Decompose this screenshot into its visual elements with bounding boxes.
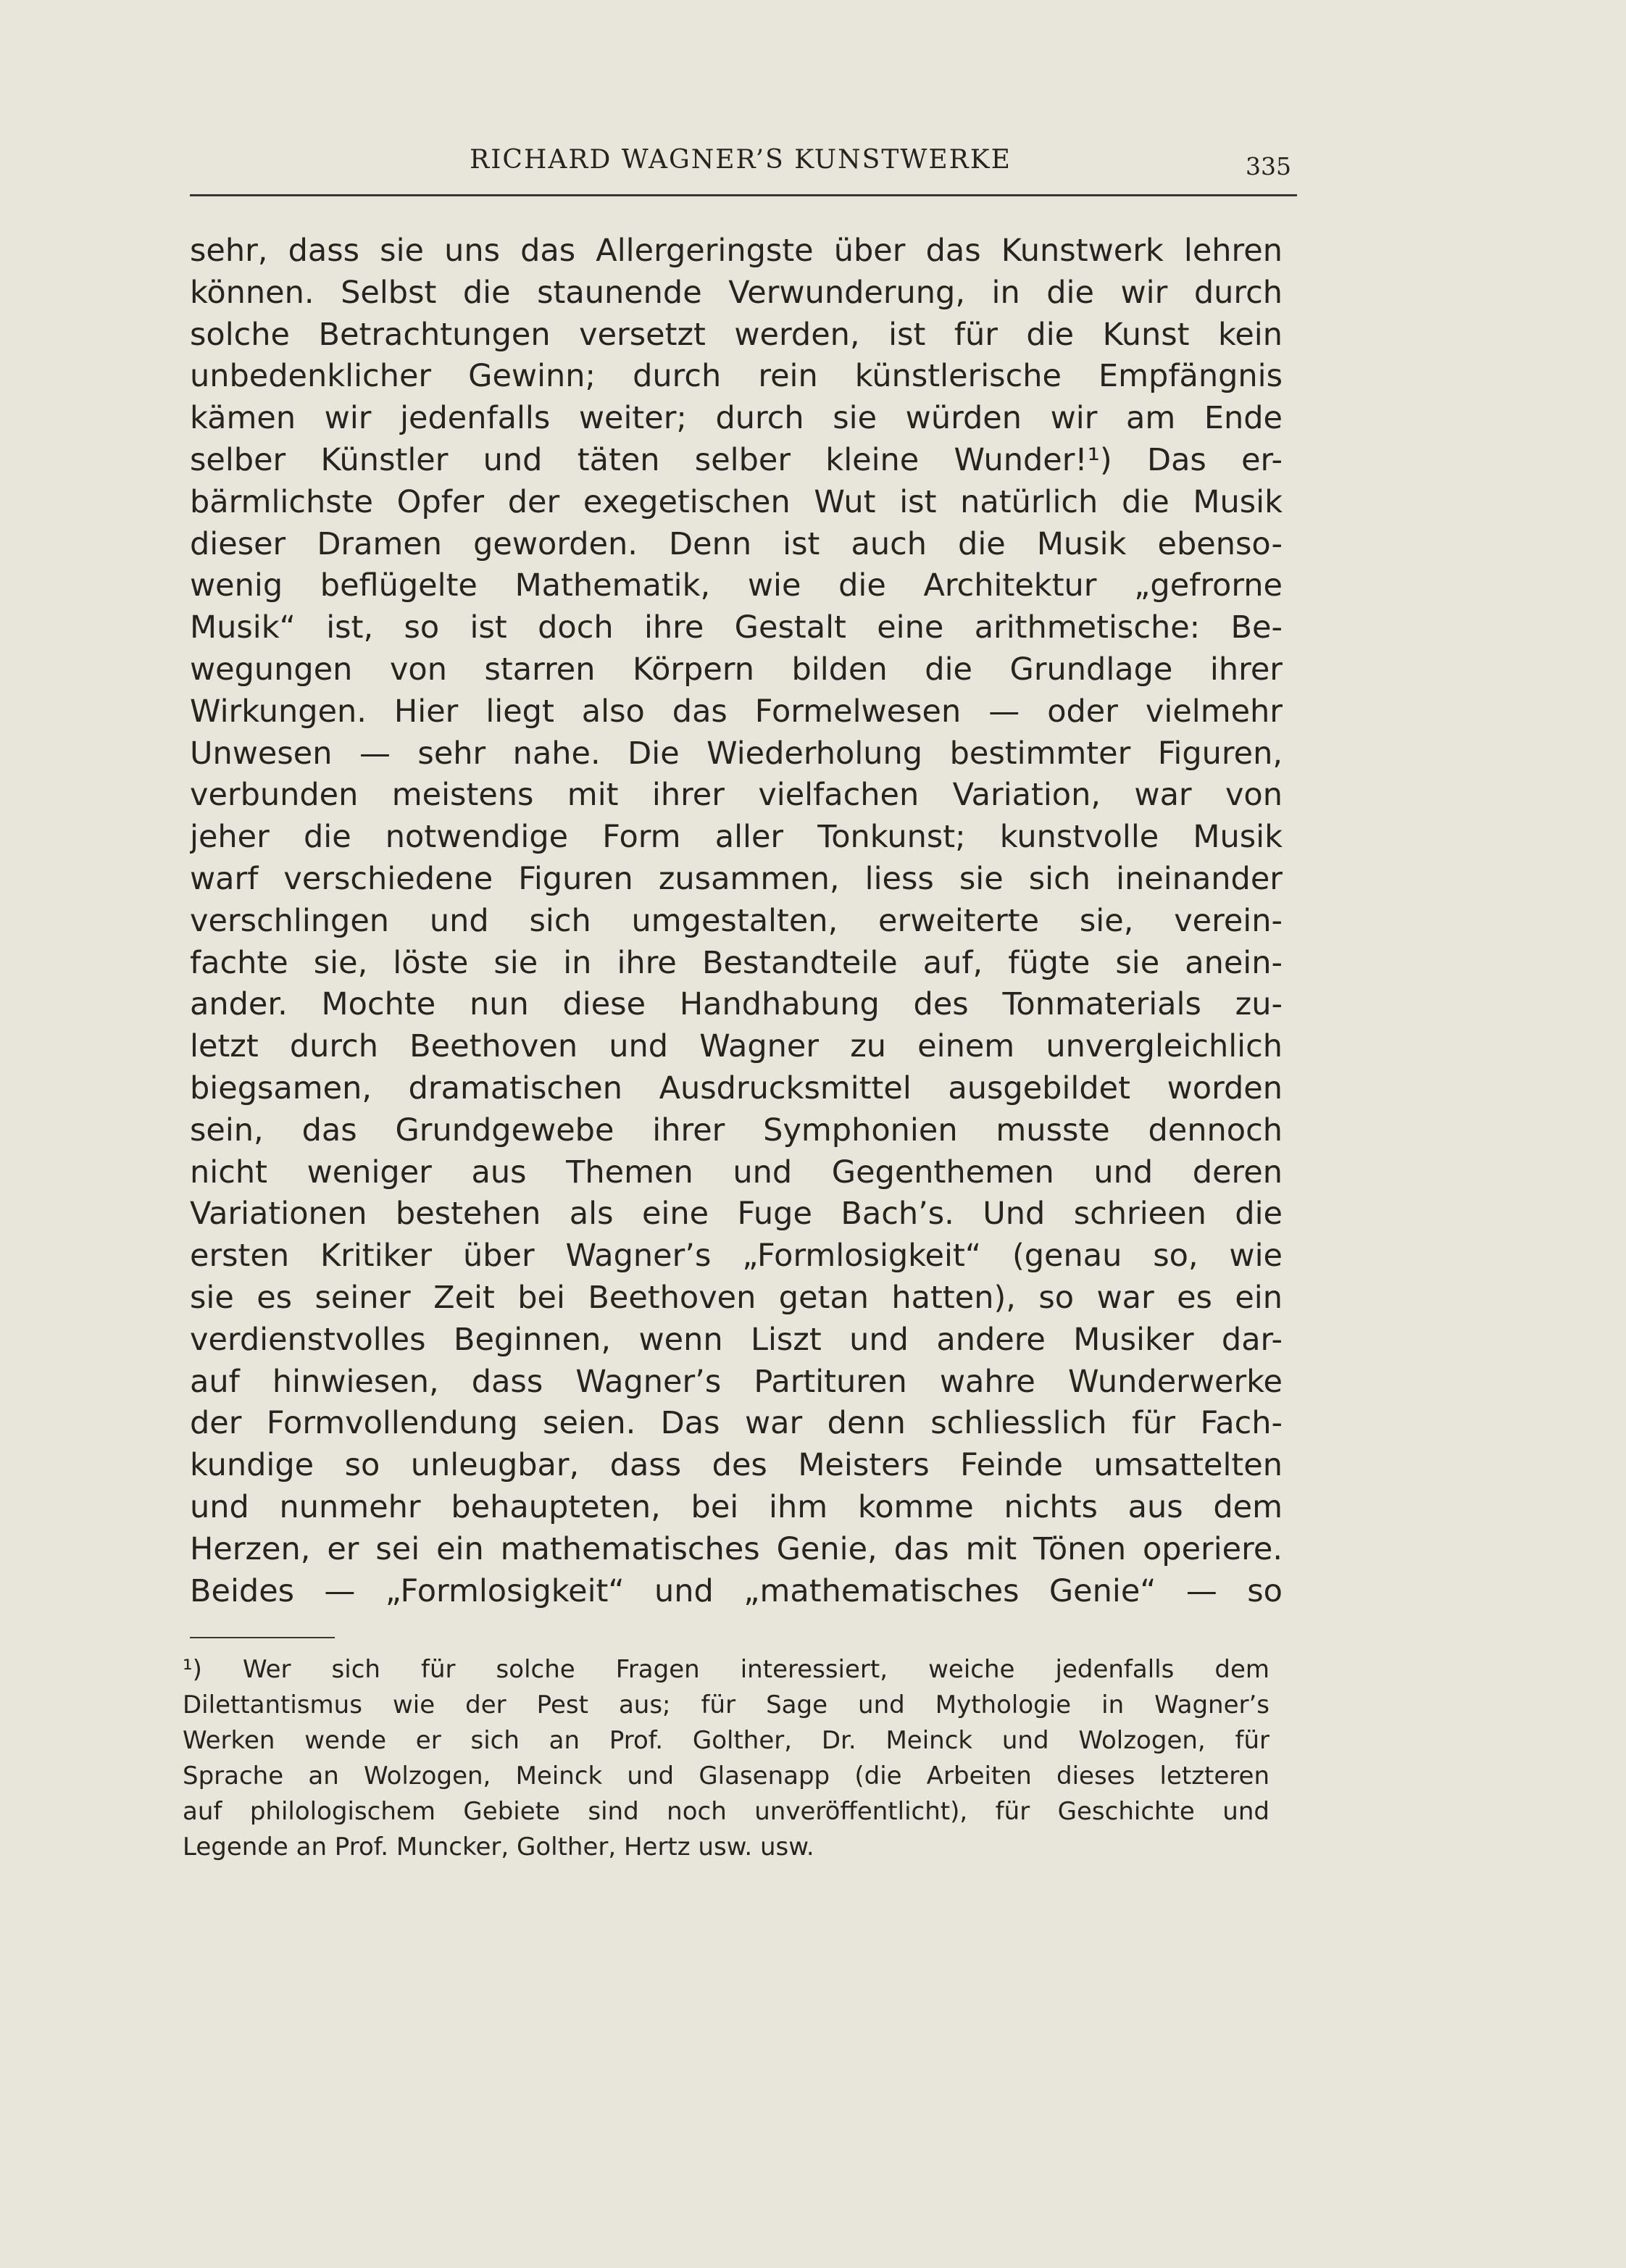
text-line: ersten Kritiker über Wagner’s „Formlosigkeit“ (genau so, wie (190, 1238, 1283, 1275)
text-line: und nunmehr behaupteten, bei ihm komme nichts aus dem (190, 1488, 1283, 1525)
text-line: nicht weniger aus Themen und Gegenthemen und deren (190, 1154, 1283, 1191)
footnote-line: Werken wende er sich an Prof. Golther, Dr. Meinck und Wolzogen, für (183, 1726, 1269, 1755)
text-line: letzt durch Beethoven und Wagner zu einem unvergleichlich (190, 1028, 1283, 1065)
footnote (183, 1652, 1269, 1865)
text-line: sie es seiner Zeit bei Beethoven getan hatten), so war es ein (190, 1279, 1283, 1316)
text-line: kämen wir jedenfalls weiter; durch sie würden wir am Ende (190, 400, 1283, 437)
running-title: RICHARD WAGNER’S KUNSTWERKE (470, 145, 1012, 175)
text-line: Variationen bestehen als eine Fuge Bach’s. Und schrieen die (190, 1196, 1283, 1233)
text-line: Wirkungen. Hier liegt also das Formelwesen — oder vielmehr (190, 693, 1283, 730)
text-line: können. Selbst die staunende Verwunderung, in die wir durch (190, 274, 1283, 311)
text-line: verbunden meistens mit ihrer vielfachen Variation, war von (190, 777, 1283, 814)
text-line: wegungen von starren Körpern bilden die Grundlage ihrer (190, 651, 1283, 688)
text-line: ander. Mochte nun diese Handhabung des Tonmaterials zu- (190, 986, 1283, 1023)
header-rule (190, 194, 1297, 196)
text-line: wenig beflügelte Mathematik, wie die Architektur „gefrorne (190, 567, 1283, 604)
text-line: bärmlichste Opfer der exegetischen Wut ist natürlich die Musik (190, 483, 1283, 520)
text-line: der Formvollendung seien. Das war denn schliesslich für Fach- (190, 1405, 1283, 1442)
text-line: jeher die notwendige Form aller Tonkunst; kunstvolle Musik (190, 819, 1283, 856)
text-line: Herzen, er sei ein mathematisches Genie, das mit Tönen operiere. (190, 1530, 1283, 1567)
text-line: biegsamen, dramatischen Ausdrucksmittel ausgebildet worden (190, 1070, 1283, 1106)
text-line: auf hinwiesen, dass Wagner’s Partituren wahre Wunderwerke (190, 1363, 1283, 1400)
body-paragraph (190, 230, 1283, 1612)
footnote-line: ¹) Wer sich für solche Fragen interessiert, weiche jedenfalls dem (183, 1655, 1269, 1684)
text-line: warf verschiedene Figuren zusammen, liess sie sich ineinander (190, 860, 1283, 897)
running-head (190, 145, 1291, 188)
text-line: Unwesen — sehr nahe. Die Wiederholung bestimmter Figuren, (190, 735, 1283, 772)
footnote-rule (190, 1637, 335, 1638)
page-number: 335 (1246, 152, 1291, 180)
text-line: dieser Dramen geworden. Denn ist auch die Musik ebenso- (190, 525, 1283, 562)
text-line: verdienstvolles Beginnen, wenn Liszt und andere Musiker dar- (190, 1321, 1283, 1358)
text-line: selber Künstler und täten selber kleine Wunder!¹) Das er- (190, 441, 1283, 478)
footnote-line: Legende an Prof. Muncker, Golther, Hertz usw. usw. (183, 1833, 814, 1861)
text-line: kundige so unleugbar, dass des Meisters Feinde umsattelten (190, 1447, 1283, 1484)
text-line: fachte sie, löste sie in ihre Bestandteile auf, fügte sie anein- (190, 944, 1283, 981)
footnote-line: Dilettantismus wie der Pest aus; für Sage und Mythologie in Wagner’s (183, 1690, 1269, 1719)
text-line: sehr, dass sie uns das Allergeringste über das Kunstwerk lehren (190, 233, 1283, 269)
footnote-line: Sprache an Wolzogen, Meinck und Glasenapp (die Arbeiten dieses letzteren (183, 1762, 1269, 1790)
text-line: Musik“ ist, so ist doch ihre Gestalt eine arithmetische: Be- (190, 609, 1283, 646)
text-line: sein, das Grundgewebe ihrer Symphonien musste dennoch (190, 1112, 1283, 1148)
text-line: unbedenklicher Gewinn; durch rein künstlerische Empfängnis (190, 358, 1283, 395)
text-line: solche Betrachtungen versetzt werden, ist für die Kunst kein (190, 316, 1283, 353)
footnote-line: auf philologischem Gebiete sind noch unveröffentlicht), für Geschichte und (183, 1797, 1269, 1826)
text-line: Beides — „Formlosigkeit“ und „mathematisches Genie“ — so (190, 1572, 1283, 1609)
text-line: verschlingen und sich umgestalten, erweiterte sie, verein- (190, 902, 1283, 939)
